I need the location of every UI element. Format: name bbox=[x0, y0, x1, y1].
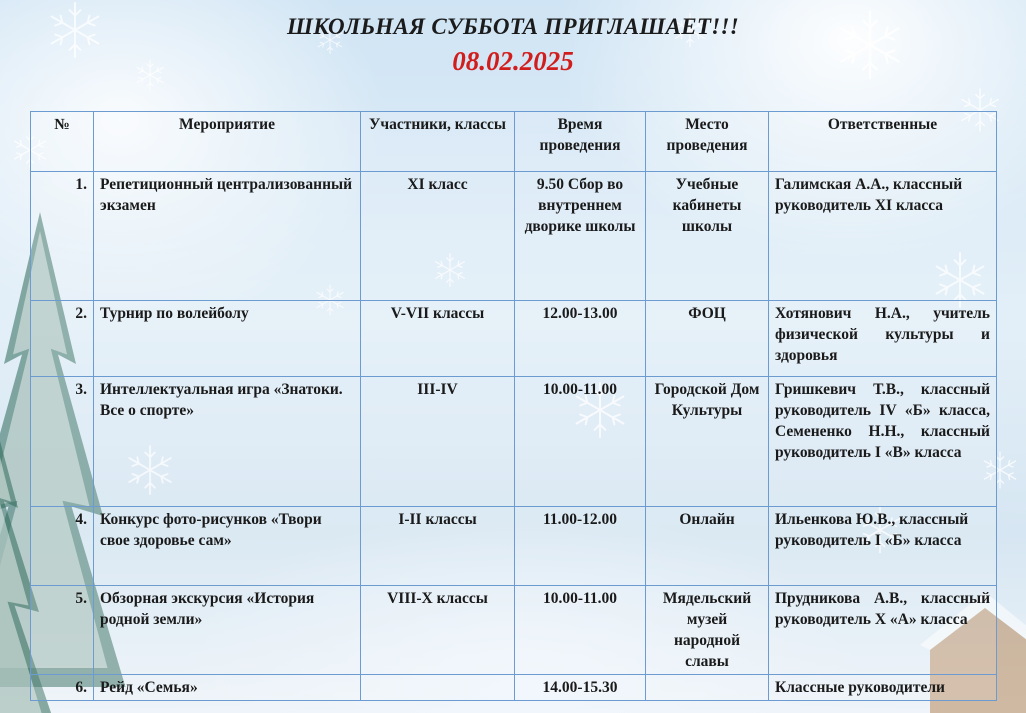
row-participants: VIII-X классы bbox=[361, 586, 515, 675]
row-time: 12.00-13.00 bbox=[515, 301, 646, 377]
event-date: 08.02.2025 bbox=[452, 46, 574, 76]
row-num: 5. bbox=[31, 586, 94, 675]
table-row bbox=[31, 172, 997, 301]
row-responsible: Гришкевич Т.В., классный руководитель IV «Б» класса, Семененко Н.Н., классный руководитель I «В» класса bbox=[769, 377, 997, 507]
row-event: Рейд «Семья» bbox=[94, 675, 361, 701]
row-num: 1. bbox=[31, 172, 94, 301]
header-time: Время проведения bbox=[515, 112, 646, 172]
row-place bbox=[646, 675, 769, 701]
row-time: 10.00-11.00 bbox=[515, 377, 646, 507]
row-num: 6. bbox=[31, 675, 94, 701]
row-responsible: Галимская А.А., классный руководитель XI класса bbox=[769, 172, 997, 301]
row-responsible: Классные руководители bbox=[769, 675, 997, 701]
table-row bbox=[31, 675, 997, 701]
row-place: Онлайн bbox=[646, 507, 769, 586]
header-event: Мероприятие bbox=[94, 112, 361, 172]
row-place: ФОЦ bbox=[646, 301, 769, 377]
header-place: Место проведения bbox=[646, 112, 769, 172]
row-event: Репетиционный централизованный экзамен bbox=[94, 172, 361, 301]
header-num: № bbox=[31, 112, 94, 172]
row-time: 14.00-15.30 bbox=[515, 675, 646, 701]
table-row bbox=[31, 507, 997, 586]
row-place: Учебные кабинеты школы bbox=[646, 172, 769, 301]
header-participants: Участники, классы bbox=[361, 112, 515, 172]
page-title: ШКОЛЬНАЯ СУББОТА ПРИГЛАШАЕТ!!! bbox=[287, 14, 739, 39]
schedule-table bbox=[30, 111, 997, 701]
row-place: Мядельский музей народной славы bbox=[646, 586, 769, 675]
table-header-row bbox=[31, 112, 997, 172]
row-time: 9.50 Сбор во внутреннем дворике школы bbox=[515, 172, 646, 301]
table-row bbox=[31, 377, 997, 507]
table-row bbox=[31, 301, 997, 377]
row-event: Интеллектуальная игра «Знатоки. Все о спорте» bbox=[94, 377, 361, 507]
row-num: 2. bbox=[31, 301, 94, 377]
row-participants: XI класс bbox=[361, 172, 515, 301]
header-responsible: Ответственные bbox=[769, 112, 997, 172]
row-event: Турнир по волейболу bbox=[94, 301, 361, 377]
row-time: 10.00-11.00 bbox=[515, 586, 646, 675]
row-participants: I-II классы bbox=[361, 507, 515, 586]
row-event: Обзорная экскурсия «История родной земли» bbox=[94, 586, 361, 675]
row-time: 11.00-12.00 bbox=[515, 507, 646, 586]
row-responsible: Прудникова А.В., классный руководитель X «А» класса bbox=[769, 586, 997, 675]
row-event: Конкурс фото-рисунков «Твори свое здоровье сам» bbox=[94, 507, 361, 586]
table-row bbox=[31, 586, 997, 675]
row-participants: V-VII классы bbox=[361, 301, 515, 377]
row-participants bbox=[361, 675, 515, 701]
row-responsible: Ильенкова Ю.В., классный руководитель I «Б» класса bbox=[769, 507, 997, 586]
row-num: 4. bbox=[31, 507, 94, 586]
row-participants: III-IV bbox=[361, 377, 515, 507]
row-place: Городской Дом Культуры bbox=[646, 377, 769, 507]
row-num: 3. bbox=[31, 377, 94, 507]
row-responsible: Хотянович Н.А., учитель физической культуры и здоровья bbox=[769, 301, 997, 377]
